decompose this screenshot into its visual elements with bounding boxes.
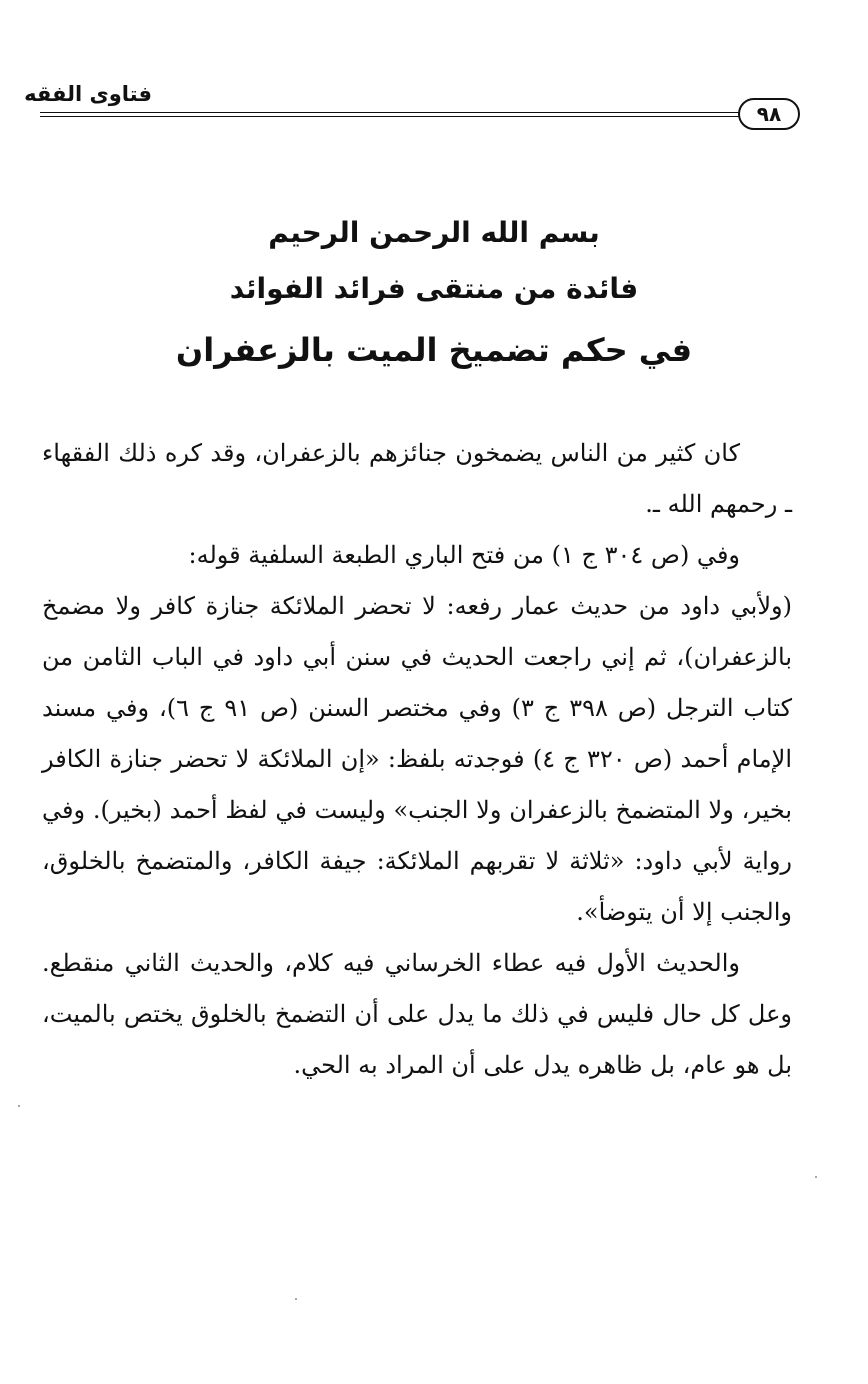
scan-speck [815, 1176, 817, 1178]
section-title: في حكم تضميخ الميت بالزعفران [175, 331, 693, 369]
book-title: فتاوى الفقه [24, 82, 152, 106]
basmala: بسم الله الرحمن الرحيم [268, 216, 600, 249]
running-header [24, 80, 802, 130]
section-headings [0, 205, 868, 383]
page-number: ٩٨ [738, 98, 800, 130]
paragraph: كان كثير من الناس يضمخون جنائزهم بالزعفران، وقد كره ذلك الفقهاء ـ رحمهم الله ـ. [42, 439, 792, 518]
section-subtitle: فائدة من منتقى فرائد الفوائد [229, 272, 639, 305]
scan-speck [295, 1298, 297, 1300]
body-text [42, 428, 792, 1091]
paragraph: والحديث الأول فيه عطاء الخرساني فيه كلام، والحديث الثاني منقطع. وعل كل حال فليس في ذلك ما يدل على أن التضمخ بالخلوق يختص بالميت، بل هو عام، بل ظاهره يدل على أن المراد به الحي. [42, 949, 792, 1079]
paragraph: وفي (ص ٣٠٤ ج ١) من فتح الباري الطبعة السلفية قوله: [188, 541, 740, 569]
scan-speck [18, 1105, 20, 1107]
header-rule [40, 112, 740, 117]
paragraph: (ولأبي داود من حديث عمار رفعه: لا تحضر الملائكة جنازة كافر ولا مضمخ بالزعفران)، ثم إني راجعت الحديث في سنن أبي داود في الباب الثامن من كتاب الترجل (ص ٣٩٨ ج ٣) وفي مختصر السنن (ص ٩١ ج ٦)، وفي مسند الإمام أحمد (ص ٣٢٠ ج ٤) فوجدته بلفظ: «إن الملائكة لا تحضر جنازة الكافر بخير، ولا المتضمخ بالزعفران ولا الجنب» وليست في لفظ أحمد (بخير). وفي رواية لأبي داود: «ثلاثة لا تقربهم الملائكة: جيفة الكافر، والمتضمخ بالخلوق، والجنب إلا أن يتوضأ». [42, 592, 793, 926]
